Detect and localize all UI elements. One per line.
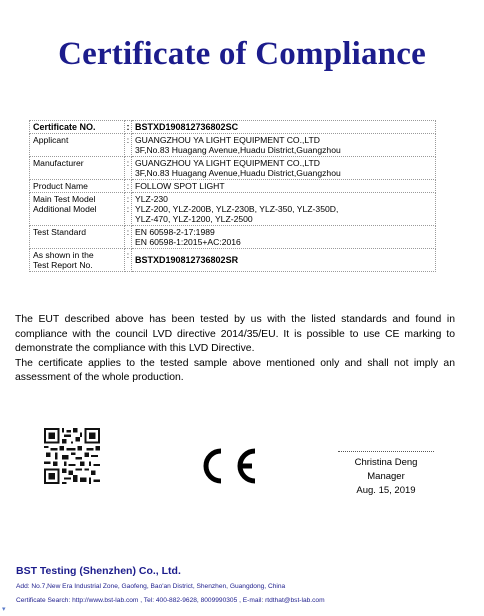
chevron-down-icon: ▾ [2, 606, 6, 613]
signatory-name: Christina Deng [354, 457, 418, 468]
colon: : [125, 157, 132, 180]
certificate-no-label: Certificate NO. [30, 121, 125, 134]
test-standard-line-2: EN 60598-1:2015+AC:2016 [135, 237, 241, 247]
test-standard-label: Test Standard [30, 226, 125, 249]
footer-contact: Certificate Search: http://www.bst-lab.com , Tel: 400-882-9628, 8009990305 , E-mail: rtdthat@bst-lab.com [16, 597, 325, 604]
test-report-value: BSTXD190812736802SR [132, 249, 436, 272]
product-name-label: Product Name [30, 180, 125, 193]
colon: : [125, 226, 132, 249]
main-test-model-label: Main Test Model [33, 194, 96, 204]
applicant-address: 3F,No.83 Huagang Avenue,Huadu District,Guangzhou [135, 145, 341, 155]
manufacturer-row [30, 157, 436, 180]
applicant-value [132, 134, 436, 157]
signature-line [338, 451, 434, 452]
test-report-label: As shown in the Test Report No. [30, 249, 125, 272]
test-standard-value [132, 226, 436, 249]
applicant-name: GUANGZHOU YA LIGHT EQUIPMENT CO.,LTD [135, 135, 320, 145]
certificate-info-table [29, 120, 436, 272]
additional-model-label: Additional Model [33, 204, 97, 214]
statement-paragraph-1: The EUT described above has been tested by us with the listed standards and found in compliance with the council LVD directive 2014/35/EU. It is possible to use CE marking to demonstrate the compliance with this LVD Directive. [15, 314, 455, 354]
footer-address: Add: No.7,New Era Industrial Zone, Gaofeng, Bao'an District, Shenzhen, Guangdong, China [16, 583, 286, 590]
certificate-no-value: BSTXD190812736802SC [132, 121, 436, 134]
product-name-row [30, 180, 436, 193]
models-labels [30, 193, 125, 226]
models-value [132, 193, 436, 226]
test-report-row [30, 249, 436, 272]
qr-code-icon [44, 428, 100, 484]
signatory-role: Manager [367, 471, 405, 482]
footer-company: BST Testing (Shenzhen) Co., Ltd. [16, 565, 181, 577]
applicant-label: Applicant [30, 134, 125, 157]
test-standard-line-1: EN 60598-2-17:1989 [135, 227, 215, 237]
additional-model-line-2: YLZ-470, YLZ-1200, YLZ-2500 [135, 214, 253, 224]
colon: : : [125, 193, 132, 226]
additional-model-line-1: YLZ-200, YLZ-200B, YLZ-230B, YLZ-350, YLZ-350D, [135, 204, 339, 214]
signature-block [318, 456, 454, 498]
certificate-no-row [30, 121, 436, 134]
applicant-row [30, 134, 436, 157]
manufacturer-address: 3F,No.83 Huagang Avenue,Huadu District,Guangzhou [135, 168, 341, 178]
manufacturer-name: GUANGZHOU YA LIGHT EQUIPMENT CO.,LTD [135, 158, 320, 168]
models-row [30, 193, 436, 226]
colon: : [125, 249, 132, 272]
main-test-model-value: YLZ-230 [135, 194, 168, 204]
ce-mark-icon [191, 446, 263, 486]
manufacturer-value [132, 157, 436, 180]
colon: : [125, 180, 132, 193]
colon: : [125, 134, 132, 157]
colon: : [126, 122, 130, 132]
product-name-value: FOLLOW SPOT LIGHT [132, 180, 436, 193]
test-standard-row [30, 226, 436, 249]
certificate-title: Certificate of Compliance [58, 36, 426, 72]
manufacturer-label: Manufacturer [30, 157, 125, 180]
statement-paragraph-2: The certificate applies to the tested sample above mentioned only and shall not imply an assessment of the whole production. [15, 357, 455, 383]
compliance-statement [15, 313, 455, 386]
signature-date: Aug. 15, 2019 [356, 485, 416, 496]
